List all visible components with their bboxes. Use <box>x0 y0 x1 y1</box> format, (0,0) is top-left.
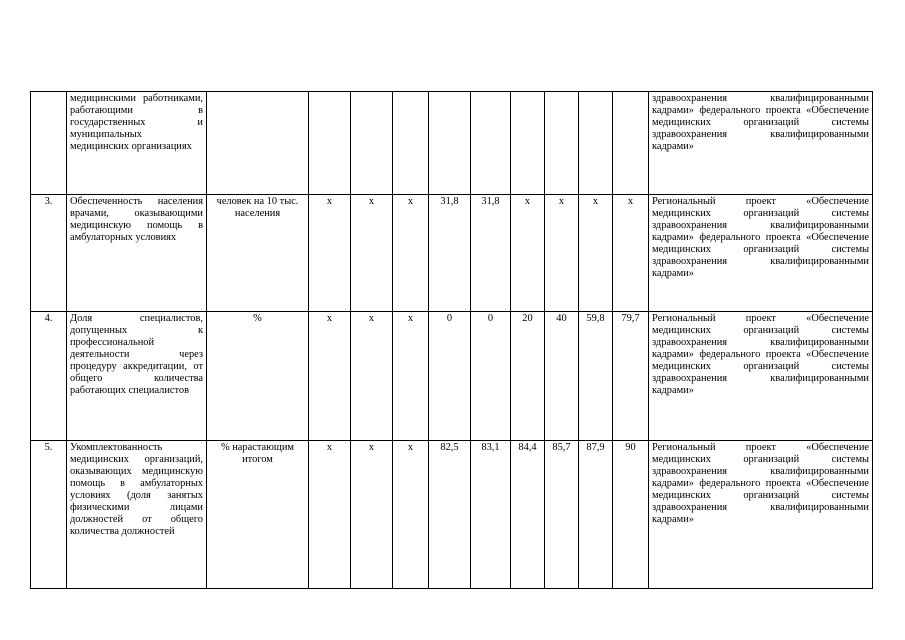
value-cell <box>309 92 351 195</box>
project-reference: Региональный проект «Обеспечение медицинских организаций системы здравоохранения квалифицированными кадрами» федерального проекта «Обеспечение медицинских организаций системы здравоохранения квалифицированными кадрами» <box>649 312 873 441</box>
value-cell: 83,1 <box>471 441 511 589</box>
value-cell: 59,8 <box>579 312 613 441</box>
indicator-name: медицинскими работниками, работающими в государственных и муниципальных медицинских организациях <box>67 92 207 195</box>
value-cell: 85,7 <box>545 441 579 589</box>
row-number: 3. <box>31 195 67 312</box>
value-cell: 31,8 <box>471 195 511 312</box>
value-cell: х <box>351 195 393 312</box>
value-cell <box>471 92 511 195</box>
value-cell: х <box>351 441 393 589</box>
value-cell: 87,9 <box>579 441 613 589</box>
table-row <box>31 312 873 441</box>
value-cell: 0 <box>429 312 471 441</box>
value-cell <box>579 92 613 195</box>
value-cell <box>351 92 393 195</box>
row-number: 4. <box>31 312 67 441</box>
unit-of-measure <box>207 92 309 195</box>
value-cell <box>393 92 429 195</box>
value-cell: х <box>309 312 351 441</box>
value-cell: х <box>393 312 429 441</box>
value-cell: х <box>309 195 351 312</box>
value-cell: х <box>351 312 393 441</box>
value-cell: 40 <box>545 312 579 441</box>
row-number: 5. <box>31 441 67 589</box>
value-cell: 20 <box>511 312 545 441</box>
row-number <box>31 92 67 195</box>
value-cell <box>545 92 579 195</box>
indicators-table <box>30 91 873 589</box>
value-cell: х <box>613 195 649 312</box>
indicator-name: Укомплектованность медицинских организаций, оказывающих медицинскую помощь в амбулаторных условиях (доля занятых физическими лицами должностей от общего количества должностей <box>67 441 207 589</box>
table-row <box>31 441 873 589</box>
value-cell: х <box>545 195 579 312</box>
project-reference: здравоохранения квалифицированными кадрами» федерального проекта «Обеспечение медицинских организаций системы здравоохранения квалифицированными кадрами» <box>649 92 873 195</box>
value-cell: х <box>511 195 545 312</box>
value-cell <box>511 92 545 195</box>
value-cell: 0 <box>471 312 511 441</box>
value-cell: 84,4 <box>511 441 545 589</box>
indicator-name: Обеспеченность населения врачами, оказывающими медицинскую помощь в амбулаторных условиях <box>67 195 207 312</box>
indicator-name: Доля специалистов, допущенных к профессиональной деятельности через процедуру аккредитации, от общего количества работающих специалистов <box>67 312 207 441</box>
value-cell <box>429 92 471 195</box>
value-cell: х <box>309 441 351 589</box>
unit-of-measure: человек на 10 тыс. населения <box>207 195 309 312</box>
value-cell: х <box>579 195 613 312</box>
project-reference: Региональный проект «Обеспечение медицинских организаций системы здравоохранения квалифицированными кадрами» федерального проекта «Обеспечение медицинских организаций системы здравоохранения квалифицированными кадрами» <box>649 441 873 589</box>
table-row <box>31 92 873 195</box>
value-cell: 79,7 <box>613 312 649 441</box>
value-cell: х <box>393 195 429 312</box>
value-cell: х <box>393 441 429 589</box>
value-cell: 90 <box>613 441 649 589</box>
project-reference: Региональный проект «Обеспечение медицинских организаций системы здравоохранения квалифицированными кадрами» федерального проекта «Обеспечение медицинских организаций системы здравоохранения квалифицированными кадрами» <box>649 195 873 312</box>
unit-of-measure: % нарастающим итогом <box>207 441 309 589</box>
value-cell: 31,8 <box>429 195 471 312</box>
unit-of-measure: % <box>207 312 309 441</box>
value-cell <box>613 92 649 195</box>
table-row <box>31 195 873 312</box>
value-cell: 82,5 <box>429 441 471 589</box>
